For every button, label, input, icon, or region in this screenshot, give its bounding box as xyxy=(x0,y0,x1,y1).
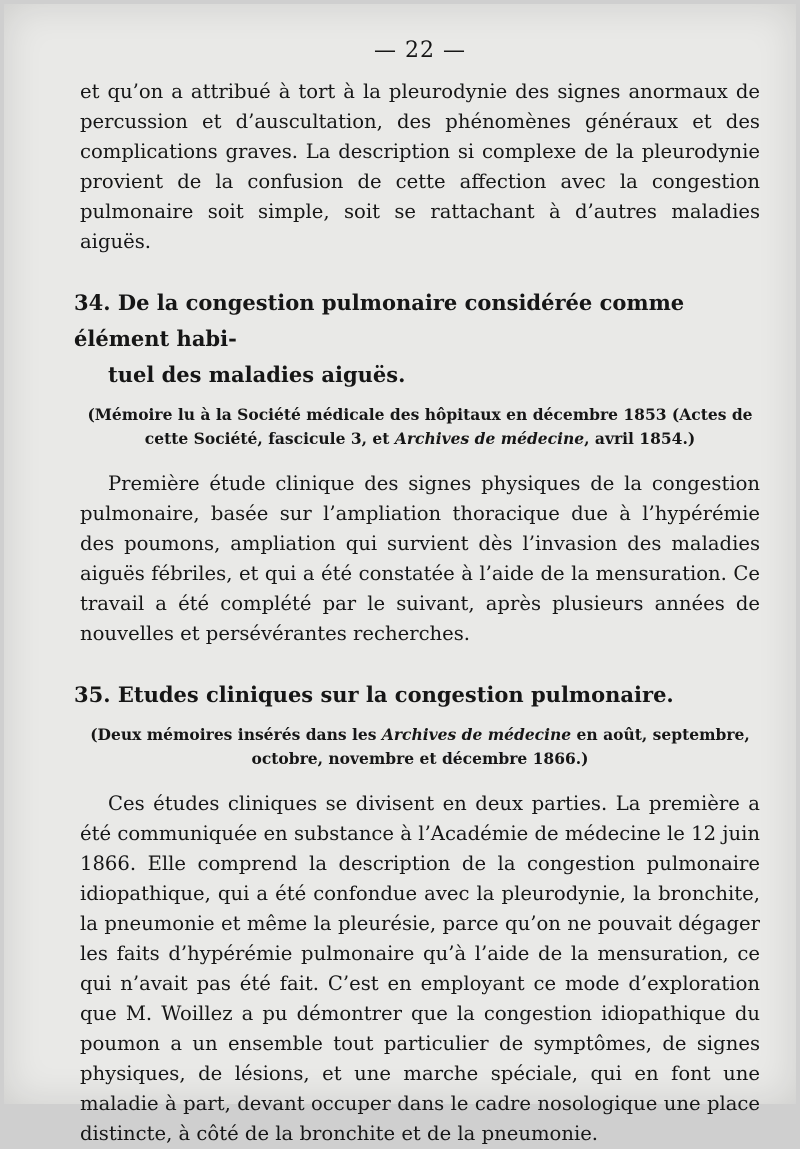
section-34-ref-journal: Archives de médecine xyxy=(394,429,585,448)
section-35-ref-journal: Archives de médecine xyxy=(381,725,572,744)
section-34-heading xyxy=(74,285,760,393)
section-34-number: 34. xyxy=(74,290,111,315)
section-34-title-line2: tuel des maladies aiguës. xyxy=(108,362,406,387)
section-35-ref-text-b: en août, septembre, octobre, novembre et décembre 1866.) xyxy=(251,725,750,768)
section-35-reference xyxy=(80,723,760,771)
section-35-heading xyxy=(74,677,760,713)
scanned-page xyxy=(4,4,796,1145)
section-34-ref-text-a: (Mémoire lu à la Société médicale des hôpitaux en décembre 1853 (Actes de cette Société, fascicule 3, et xyxy=(87,405,753,448)
paragraph-continued: et qu’on a attribué à tort à la pleurodynie des signes anormaux de percussion et d’auscultation, des phénomènes généraux et des complications graves. La description si complexe de la pleurodynie provient de la confusion de cette affection avec la congestion pulmonaire soit simple, soit se rattachant à d’autres maladies aiguës. xyxy=(80,80,760,253)
page-content xyxy=(74,38,760,1149)
section-35-ref-text-a: (Deux mémoires insérés dans les xyxy=(90,725,382,744)
section-35-number: 35. xyxy=(74,682,111,707)
section-34-body: Première étude clinique des signes physiques de la congestion pulmonaire, basée sur l’ampliation thoracique due à l’hypérémie des poumons, ampliation qui survient dès l’invasion des maladies aiguës fébriles, et qui a été constatée à l’aide de la mensuration. Ce travail a été complété par le suivant, après plusieurs années de nouvelles et persévérantes recherches. xyxy=(80,472,760,645)
section-35-title: Etudes cliniques sur la congestion pulmonaire. xyxy=(117,682,674,707)
section-34-ref-text-b: , avril 1854.) xyxy=(584,429,696,448)
section-34-title-line1: De la congestion pulmonaire considérée comme élément habi- xyxy=(74,290,685,351)
section-34-reference xyxy=(80,403,760,451)
page-number: — 22 — xyxy=(374,38,466,63)
section-35-body: Ces études cliniques se divisent en deux parties. La première a été communiquée en substance à l’Académie de médecine le 12 juin 1866. Elle comprend la description de la congestion pulmonaire idiopathique, qui a été confondue avec la pleurodynie, la bronchite, la pneumonie et même la pleurésie, parce qu’on ne pouvait dégager les faits d’hypérémie pulmonaire qu’à l’aide de la mensuration, ce qui n’avait pas été fait. C’est en employant ce mode d’exploration que M. Woillez a pu démontrer que la congestion idiopathique du poumon a un ensemble tout particulier de symptômes, de signes physiques, de lésions, et une marche spéciale, qui en font une maladie à part, devant occuper dans le cadre nosologique une place distincte, à côté de la bronchite et de la pneumonie. xyxy=(80,792,760,1145)
